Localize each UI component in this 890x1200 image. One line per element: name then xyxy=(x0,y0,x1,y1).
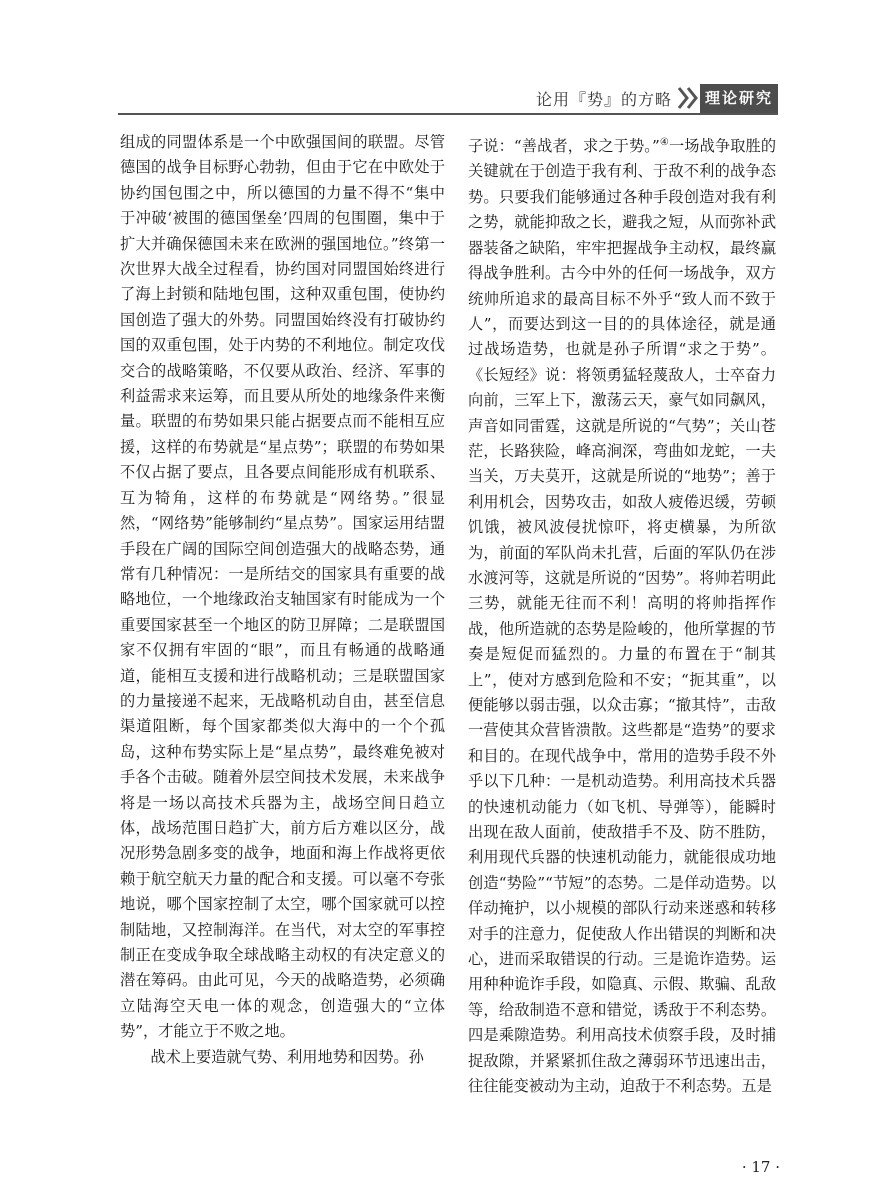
column-badge xyxy=(700,84,778,113)
double-chevron-icon xyxy=(676,85,702,111)
left-paragraph-1: 组成的同盟体系是一个中欧强国间的联盟。尽管德国的战争目标野心勃勃，但由于它在中欧处于协约国包围之中，所以德国的力量不得不“集中于冲破‘被围的德国堡垒’四周的包围圈，集中于扩大并确保德国未来在欧洲的强国地位。”终第一次世界大战全过程看，协约国对同盟国始终进行了海上封锁和陆地包围，这种双重包围，使协约国创造了强大的外势。同盟国始终没有打破协约国的双重包围，处于内势的不利地位。制定攻伐交合的战略策略，不仅要从政治、经济、军事的利益需求来运筹，而且要从所处的地缘条件来衡量。联盟的布势如果只能占据要点而不能相互应援，这样的布势就是“星点势”；联盟的布势如果不仅占据了要点，且各要点间能形成有机联系、互为犄角，这样的布势就是“网络势。”很显然，“网络势”能够制约“星点势”。国家运用结盟手段在广阔的国际空间创造强大的战略态势，通常有几种情况：一是所结交的国家具有重要的战略地位，一个地缘政治支轴国家有时能成为一个重要国家甚至一个地区的防卫屏障；二是联盟国家不仅拥有牢固的“眼”，而且有畅通的战略通道，能相互支援和进行战略机动；三是联盟国家的力量接递不起来，无战略机动自由，甚至信息渠道阻断，每个国家都类似大海中的一个个孤岛，这种布势实际上是“星点势”，最终难免被对手各个击破。随着外层空间技术发展，未来战争将是一场以高技术兵器为主，战场空间日趋立体，战场范围日趋扩大，前方后方难以区分，战况形势急剧多变的战争，地面和海上作战将更依赖于航空航天力量的配合和支援。可以毫不夸张地说，哪个国家控制了太空，哪个国家就可以控制陆地，又控制海洋。在当代，对太空的军事控制正在变成争取全球战略主动权的有决定意义的潜在筹码。由此可见，今天的战略造势，必须确立陆海空天电一体的观念，创造强大的“立体势”，才能立于不败之地。 xyxy=(120,133,445,1041)
page-number: · 17 · xyxy=(741,1158,780,1176)
column-label: 理论研究 xyxy=(704,89,773,107)
quote-text: 子说：“善战者，求之于势。” xyxy=(468,137,660,156)
right-column xyxy=(468,130,776,1100)
left-column xyxy=(120,130,445,1070)
left-paragraph-2: 战术上要造就气势、利用地势和因势。孙 xyxy=(150,1047,424,1066)
article-title: 论用『势』的方略 xyxy=(535,90,672,109)
running-header xyxy=(0,82,890,116)
body-text: 一场战争取胜的关键就在于创造于我有利、于敌不利的战争态势。只要我们能够通过各种手段创造对我有利之势，就能抑敌之长，避我之短，从而弥补武器装备之缺陷，牢牢把握战争主动权，最终赢得战争胜利。古今中外的任何一场战争，双方统帅所追求的最高目标不外乎“致人而不致于人”，而要达到这一目的的具体途径，就是通过战场造势，也就是孙子所谓“求之于势”。《长短经》说：将领勇猛轻蔑敌人，士卒奋力向前，三军上下，激荡云天，豪气如同飙风，声音如同雷霆，这就是所说的“气势”；关山苍茫，长路狭险，峰高涧深，弯曲如龙蛇，一夫当关，万夫莫开，这就是所说的“地势”；善于利用机会，因势攻击，如敌人疲倦迟缓，劳顿饥饿，被风波侵扰惊吓，将吏横暴，为所欲为，前面的军队尚未扎营，后面的军队仍在涉水渡河等，这就是所说的“因势”。将帅若明此三势，就能无往而不利！高明的将帅指挥作战，他所造就的态势是险峻的，他所掌握的节奏是短促而猛烈的。力量的布置在于“制其上”，使对方感到危险和不安；“扼其重”，以便能够以弱击强，以众击寡；“撤其恃”，击敌一营使其众营皆溃散。这些都是“造势”的要求和目的。在现代战争中，常用的造势手段不外乎以下几种：一是机动造势。利用高技术兵器的快速机动能力（如飞机、导弹等），能瞬时出现在敌人面前，使敌措手不及、防不胜防，利用现代兵器的快速机动能力，就能很成功地创造“势险”“节短”的态势。二是佯动造势。以佯动掩护，以小规模的部队行动来迷惑和转移对手的注意力，促使敌人作出错误的判断和决心，进而采取错误的行动。三是诡诈造势。运用种种诡诈手段，如隐真、示假、欺骗、乱敌等，给敌制造不意和错觉，诱敌于不利态势。四是乘隙造势。利用高技术侦察手段，及时捕捉敌隙，并紧紧抓住敌之薄弱环节迅速出击，往往能变被动为主动，迫敌于不利态势。五是 xyxy=(468,137,777,1096)
right-paragraph xyxy=(468,130,776,1100)
footnote-reference: ④ xyxy=(659,137,669,148)
header-rule xyxy=(118,113,778,115)
